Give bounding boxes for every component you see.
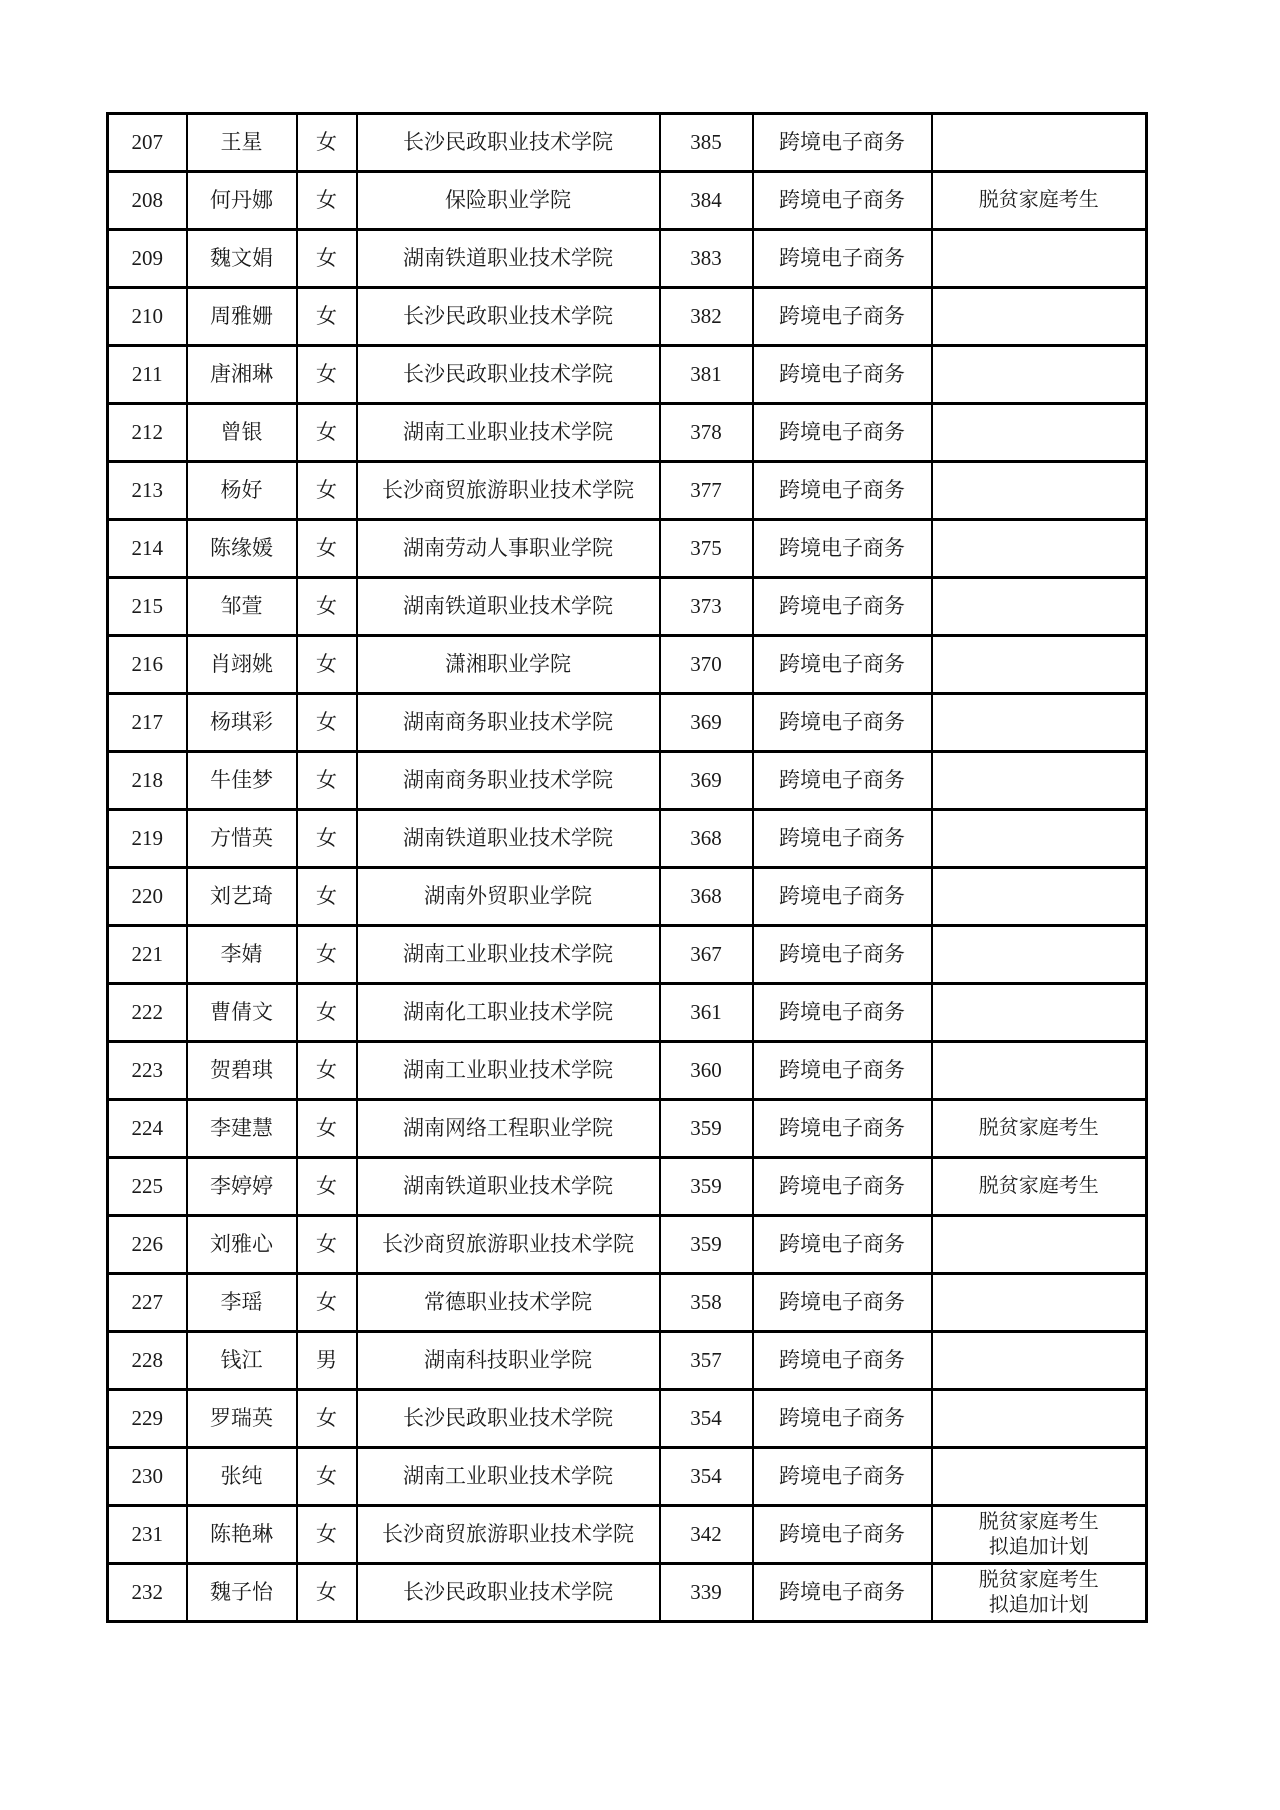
major-cell: 跨境电子商务 xyxy=(753,810,932,868)
row-number-cell: 211 xyxy=(108,346,187,404)
school-cell: 湖南科技职业学院 xyxy=(357,1332,660,1390)
gender-cell: 女 xyxy=(297,1158,357,1216)
school-cell: 长沙商贸旅游职业技术学院 xyxy=(357,462,660,520)
score-cell: 381 xyxy=(660,346,753,404)
name-cell: 魏文娟 xyxy=(187,230,297,288)
school-cell: 湖南化工职业技术学院 xyxy=(357,984,660,1042)
row-number-cell: 230 xyxy=(108,1448,187,1506)
school-cell: 湖南工业职业技术学院 xyxy=(357,1448,660,1506)
row-number-cell: 214 xyxy=(108,520,187,578)
table-row xyxy=(108,1332,1147,1390)
name-cell: 何丹娜 xyxy=(187,172,297,230)
school-cell: 湖南商务职业技术学院 xyxy=(357,694,660,752)
name-cell: 杨琪彩 xyxy=(187,694,297,752)
row-number-cell: 221 xyxy=(108,926,187,984)
remark-cell xyxy=(932,1274,1147,1332)
remark-line: 脱贫家庭考生 xyxy=(978,1175,1099,1197)
gender-cell: 女 xyxy=(297,1042,357,1100)
major-cell: 跨境电子商务 xyxy=(753,1506,932,1564)
remark-cell xyxy=(932,810,1147,868)
remark-cell xyxy=(932,1448,1147,1506)
table-row xyxy=(108,114,1147,172)
table-row xyxy=(108,694,1147,752)
major-cell: 跨境电子商务 xyxy=(753,1100,932,1158)
gender-cell: 女 xyxy=(297,462,357,520)
score-cell: 360 xyxy=(660,1042,753,1100)
name-cell: 李婷婷 xyxy=(187,1158,297,1216)
school-cell: 湖南铁道职业技术学院 xyxy=(357,578,660,636)
school-cell: 湖南商务职业技术学院 xyxy=(357,752,660,810)
gender-cell: 女 xyxy=(297,578,357,636)
gender-cell: 男 xyxy=(297,1332,357,1390)
name-cell: 刘雅心 xyxy=(187,1216,297,1274)
row-number-cell: 228 xyxy=(108,1332,187,1390)
table-row xyxy=(108,1100,1147,1158)
major-cell: 跨境电子商务 xyxy=(753,578,932,636)
gender-cell: 女 xyxy=(297,520,357,578)
school-cell: 湖南工业职业技术学院 xyxy=(357,404,660,462)
name-cell: 肖翊姚 xyxy=(187,636,297,694)
gender-cell: 女 xyxy=(297,404,357,462)
score-cell: 377 xyxy=(660,462,753,520)
major-cell: 跨境电子商务 xyxy=(753,404,932,462)
major-cell: 跨境电子商务 xyxy=(753,1390,932,1448)
major-cell: 跨境电子商务 xyxy=(753,346,932,404)
row-number-cell: 213 xyxy=(108,462,187,520)
table-row xyxy=(108,520,1147,578)
table-row xyxy=(108,752,1147,810)
score-cell: 361 xyxy=(660,984,753,1042)
row-number-cell: 232 xyxy=(108,1564,187,1622)
school-cell: 常德职业技术学院 xyxy=(357,1274,660,1332)
remark-cell xyxy=(932,230,1147,288)
score-cell: 359 xyxy=(660,1216,753,1274)
gender-cell: 女 xyxy=(297,926,357,984)
remark-cell xyxy=(932,1216,1147,1274)
row-number-cell: 223 xyxy=(108,1042,187,1100)
school-cell: 湖南铁道职业技术学院 xyxy=(357,810,660,868)
row-number-cell: 215 xyxy=(108,578,187,636)
major-cell: 跨境电子商务 xyxy=(753,694,932,752)
remark-cell xyxy=(932,926,1147,984)
gender-cell: 女 xyxy=(297,810,357,868)
remark-cell xyxy=(932,694,1147,752)
remark-cell xyxy=(932,520,1147,578)
school-cell: 长沙民政职业技术学院 xyxy=(357,114,660,172)
table-row xyxy=(108,1564,1147,1622)
score-cell: 368 xyxy=(660,868,753,926)
school-cell: 长沙商贸旅游职业技术学院 xyxy=(357,1216,660,1274)
name-cell: 杨好 xyxy=(187,462,297,520)
remark-cell xyxy=(932,1390,1147,1448)
table-row xyxy=(108,230,1147,288)
remark-cell xyxy=(932,1042,1147,1100)
remark-line: 脱贫家庭考生 xyxy=(978,1510,1099,1533)
name-cell: 李瑶 xyxy=(187,1274,297,1332)
table-row xyxy=(108,578,1147,636)
name-cell: 方惜英 xyxy=(187,810,297,868)
remark-cell xyxy=(932,462,1147,520)
major-cell: 跨境电子商务 xyxy=(753,114,932,172)
remark-line: 拟追加计划 xyxy=(988,1593,1089,1616)
gender-cell: 女 xyxy=(297,636,357,694)
name-cell: 刘艺琦 xyxy=(187,868,297,926)
school-cell: 湖南铁道职业技术学院 xyxy=(357,1158,660,1216)
name-cell: 李婧 xyxy=(187,926,297,984)
table-row xyxy=(108,1506,1147,1564)
name-cell: 王星 xyxy=(187,114,297,172)
major-cell: 跨境电子商务 xyxy=(753,172,932,230)
score-cell: 378 xyxy=(660,404,753,462)
major-cell: 跨境电子商务 xyxy=(753,230,932,288)
admission-list-table xyxy=(106,112,1148,1623)
major-cell: 跨境电子商务 xyxy=(753,752,932,810)
remark-cell xyxy=(932,752,1147,810)
major-cell: 跨境电子商务 xyxy=(753,462,932,520)
remark-line: 脱贫家庭考生 xyxy=(978,1117,1099,1139)
remark-line: 拟追加计划 xyxy=(988,1535,1089,1558)
gender-cell: 女 xyxy=(297,172,357,230)
table-row xyxy=(108,1216,1147,1274)
gender-cell: 女 xyxy=(297,288,357,346)
remark-line: 脱贫家庭考生 xyxy=(978,189,1099,211)
gender-cell: 女 xyxy=(297,1100,357,1158)
table-row xyxy=(108,1158,1147,1216)
remark-cell xyxy=(932,288,1147,346)
major-cell: 跨境电子商务 xyxy=(753,1274,932,1332)
major-cell: 跨境电子商务 xyxy=(753,636,932,694)
name-cell: 陈艳琳 xyxy=(187,1506,297,1564)
row-number-cell: 216 xyxy=(108,636,187,694)
major-cell: 跨境电子商务 xyxy=(753,984,932,1042)
gender-cell: 女 xyxy=(297,984,357,1042)
gender-cell: 女 xyxy=(297,1390,357,1448)
name-cell: 张纯 xyxy=(187,1448,297,1506)
gender-cell: 女 xyxy=(297,346,357,404)
score-cell: 370 xyxy=(660,636,753,694)
row-number-cell: 219 xyxy=(108,810,187,868)
name-cell: 唐湘琳 xyxy=(187,346,297,404)
remark-cell xyxy=(932,868,1147,926)
school-cell: 长沙民政职业技术学院 xyxy=(357,1564,660,1622)
table-row xyxy=(108,172,1147,230)
name-cell: 罗瑞英 xyxy=(187,1390,297,1448)
gender-cell: 女 xyxy=(297,1506,357,1564)
gender-cell: 女 xyxy=(297,868,357,926)
remark-cell xyxy=(932,346,1147,404)
score-cell: 383 xyxy=(660,230,753,288)
table-row xyxy=(108,868,1147,926)
school-cell: 长沙民政职业技术学院 xyxy=(357,1390,660,1448)
score-cell: 354 xyxy=(660,1448,753,1506)
gender-cell: 女 xyxy=(297,1564,357,1622)
row-number-cell: 217 xyxy=(108,694,187,752)
school-cell: 长沙商贸旅游职业技术学院 xyxy=(357,1506,660,1564)
table-row xyxy=(108,462,1147,520)
remark-cell xyxy=(932,404,1147,462)
table-row xyxy=(108,1042,1147,1100)
school-cell: 湖南劳动人事职业学院 xyxy=(357,520,660,578)
score-cell: 357 xyxy=(660,1332,753,1390)
table-row xyxy=(108,926,1147,984)
major-cell: 跨境电子商务 xyxy=(753,1448,932,1506)
table-row xyxy=(108,1274,1147,1332)
table-row xyxy=(108,984,1147,1042)
name-cell: 邹萱 xyxy=(187,578,297,636)
row-number-cell: 218 xyxy=(108,752,187,810)
name-cell: 钱江 xyxy=(187,1332,297,1390)
admission-list-body xyxy=(108,114,1147,1622)
score-cell: 382 xyxy=(660,288,753,346)
score-cell: 373 xyxy=(660,578,753,636)
table-row xyxy=(108,288,1147,346)
row-number-cell: 208 xyxy=(108,172,187,230)
row-number-cell: 227 xyxy=(108,1274,187,1332)
gender-cell: 女 xyxy=(297,1216,357,1274)
name-cell: 周雅姗 xyxy=(187,288,297,346)
score-cell: 368 xyxy=(660,810,753,868)
row-number-cell: 207 xyxy=(108,114,187,172)
school-cell: 湖南工业职业技术学院 xyxy=(357,1042,660,1100)
table-row xyxy=(108,636,1147,694)
score-cell: 367 xyxy=(660,926,753,984)
remark-cell xyxy=(932,114,1147,172)
major-cell: 跨境电子商务 xyxy=(753,926,932,984)
row-number-cell: 226 xyxy=(108,1216,187,1274)
major-cell: 跨境电子商务 xyxy=(753,1042,932,1100)
gender-cell: 女 xyxy=(297,1448,357,1506)
name-cell: 曾银 xyxy=(187,404,297,462)
school-cell: 湖南网络工程职业学院 xyxy=(357,1100,660,1158)
major-cell: 跨境电子商务 xyxy=(753,288,932,346)
school-cell: 保险职业学院 xyxy=(357,172,660,230)
table-row xyxy=(108,404,1147,462)
school-cell: 湖南外贸职业学院 xyxy=(357,868,660,926)
row-number-cell: 225 xyxy=(108,1158,187,1216)
score-cell: 358 xyxy=(660,1274,753,1332)
remark-cell xyxy=(932,1506,1147,1564)
gender-cell: 女 xyxy=(297,1274,357,1332)
gender-cell: 女 xyxy=(297,694,357,752)
score-cell: 342 xyxy=(660,1506,753,1564)
name-cell: 魏子怡 xyxy=(187,1564,297,1622)
score-cell: 354 xyxy=(660,1390,753,1448)
row-number-cell: 222 xyxy=(108,984,187,1042)
score-cell: 385 xyxy=(660,114,753,172)
row-number-cell: 209 xyxy=(108,230,187,288)
name-cell: 贺碧琪 xyxy=(187,1042,297,1100)
major-cell: 跨境电子商务 xyxy=(753,1564,932,1622)
school-cell: 湖南工业职业技术学院 xyxy=(357,926,660,984)
school-cell: 长沙民政职业技术学院 xyxy=(357,346,660,404)
table-row xyxy=(108,1448,1147,1506)
row-number-cell: 229 xyxy=(108,1390,187,1448)
remark-cell xyxy=(932,578,1147,636)
remark-cell xyxy=(932,984,1147,1042)
row-number-cell: 212 xyxy=(108,404,187,462)
table-row xyxy=(108,810,1147,868)
remark-cell xyxy=(932,1100,1147,1158)
row-number-cell: 210 xyxy=(108,288,187,346)
score-cell: 369 xyxy=(660,694,753,752)
name-cell: 牛佳梦 xyxy=(187,752,297,810)
row-number-cell: 220 xyxy=(108,868,187,926)
row-number-cell: 231 xyxy=(108,1506,187,1564)
major-cell: 跨境电子商务 xyxy=(753,1332,932,1390)
school-cell: 湖南铁道职业技术学院 xyxy=(357,230,660,288)
name-cell: 曹倩文 xyxy=(187,984,297,1042)
score-cell: 339 xyxy=(660,1564,753,1622)
admission-list-table-wrap xyxy=(106,112,1148,1623)
remark-line: 脱贫家庭考生 xyxy=(978,1568,1099,1591)
remark-cell xyxy=(932,172,1147,230)
major-cell: 跨境电子商务 xyxy=(753,1216,932,1274)
score-cell: 375 xyxy=(660,520,753,578)
remark-cell xyxy=(932,1564,1147,1622)
remark-cell xyxy=(932,1332,1147,1390)
score-cell: 359 xyxy=(660,1158,753,1216)
gender-cell: 女 xyxy=(297,114,357,172)
name-cell: 陈缘媛 xyxy=(187,520,297,578)
score-cell: 359 xyxy=(660,1100,753,1158)
row-number-cell: 224 xyxy=(108,1100,187,1158)
gender-cell: 女 xyxy=(297,230,357,288)
table-row xyxy=(108,346,1147,404)
table-row xyxy=(108,1390,1147,1448)
school-cell: 长沙民政职业技术学院 xyxy=(357,288,660,346)
score-cell: 369 xyxy=(660,752,753,810)
remark-cell xyxy=(932,636,1147,694)
remark-cell xyxy=(932,1158,1147,1216)
name-cell: 李建慧 xyxy=(187,1100,297,1158)
major-cell: 跨境电子商务 xyxy=(753,520,932,578)
major-cell: 跨境电子商务 xyxy=(753,868,932,926)
gender-cell: 女 xyxy=(297,752,357,810)
school-cell: 潇湘职业学院 xyxy=(357,636,660,694)
major-cell: 跨境电子商务 xyxy=(753,1158,932,1216)
score-cell: 384 xyxy=(660,172,753,230)
